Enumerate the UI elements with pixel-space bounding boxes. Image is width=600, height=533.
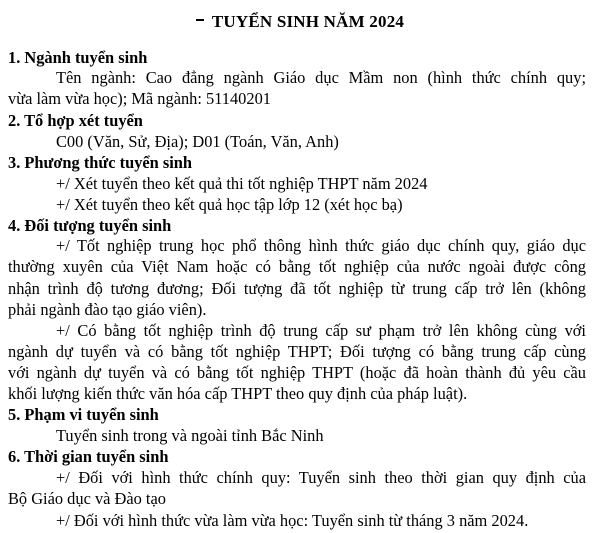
section-6-line-1: +/ Đối với hình thức chính quy: Tuyển sinh theo thời gian quy định của	[56, 468, 586, 487]
section-5-line-1: Tuyển sinh trong và ngoài tỉnh Bắc Ninh	[56, 426, 324, 445]
section-4-line-5: +/ Có bằng tốt nghiệp trình độ trung cấp sư phạm trở lên không cùng với	[56, 321, 586, 340]
document-title: TUYỂN SINH NĂM 2024	[211, 12, 405, 31]
section-4-line-1: +/ Tốt nghiệp trung học phổ thông hình thức giáo dục chính quy, giáo dục	[56, 236, 586, 255]
section-heading-doi-tuong-tuyen-sinh: 4. Đối tượng tuyển sinh	[8, 216, 172, 235]
section-heading-thoi-gian-tuyen-sinh: 6. Thời gian tuyển sinh	[8, 447, 169, 466]
section-heading-phuong-thuc-tuyen-sinh: 3. Phương thức tuyển sinh	[8, 153, 193, 172]
section-6-line-2: Bộ Giáo dục và Đào tạo	[8, 489, 166, 508]
section-heading-to-hop-xet-tuyen: 2. Tổ hợp xét tuyển	[8, 111, 143, 130]
section-4-line-6: ngành dự tuyển và có bằng tốt nghiệp THPT; Đối tượng có bằng trung cấp cùng	[8, 342, 586, 361]
section-4-line-8: khối lượng kiến thức văn hóa cấp THPT theo quy định của pháp luật).	[8, 384, 468, 403]
section-3-line-1: +/ Xét tuyển theo kết quả thi tốt nghiệp THPT năm 2024	[56, 174, 428, 193]
section-4-line-3: nhận trình độ tương đương; Đối tượng đã tốt nghiệp từ trung cấp trở lên (không	[8, 279, 586, 298]
section-4-line-4: phải ngành đào tạo giáo viên).	[8, 300, 207, 319]
section-4-line-2: thường xuyên của Việt Nam hoặc có bằng tốt nghiệp của nước ngoài được công	[8, 257, 586, 276]
section-heading-pham-vi-tuyen-sinh: 5. Phạm vi tuyển sinh	[8, 405, 159, 424]
title-dash-mark	[196, 19, 204, 21]
section-2-line-1: C00 (Văn, Sử, Địa); D01 (Toán, Văn, Anh)	[56, 132, 339, 151]
section-1-line-1: Tên ngành: Cao đẳng ngành Giáo dục Mầm non (hình thức chính quy;	[56, 68, 586, 87]
title-row	[0, 12, 600, 32]
section-3-line-2: +/ Xét tuyển theo kết quả học tập lớp 12 (xét học bạ)	[56, 195, 403, 214]
section-4-line-7: với ngành dự tuyển và có bằng tốt nghiệp THPT (hoặc đã hoàn thành đủ yêu cầu	[8, 363, 586, 382]
section-1-line-2: vừa làm vừa học); Mã ngành: 51140201	[8, 89, 271, 108]
section-6-line-3: +/ Đối với hình thức vừa làm vừa học: Tuyển sinh từ tháng 3 năm 2024.	[56, 511, 529, 530]
section-heading-nganh-tuyen-sinh: 1. Ngành tuyển sinh	[8, 48, 148, 67]
